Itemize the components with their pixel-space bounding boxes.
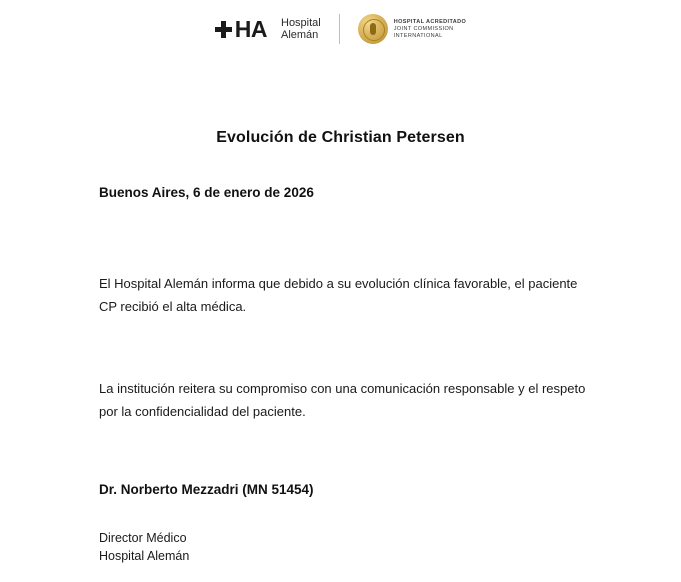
cross-icon (215, 21, 232, 38)
body-paragraph-1: El Hospital Alemán informa que debido a su evolución clínica favorable, el paciente CP recibió el alta médica. (99, 276, 578, 314)
document-header (0, 14, 681, 44)
signature-role-line2: Hospital Alemán (99, 549, 190, 563)
accreditation-text (394, 19, 466, 40)
accreditation-seal-icon (358, 14, 388, 44)
logo-mark (215, 15, 267, 42)
hospital-logo (215, 14, 466, 44)
accreditation-line1: HOSPITAL ACREDITADO (393, 18, 467, 25)
page-title: Evolución de Christian Petersen (216, 129, 465, 146)
signature-role-line1: Director Médico (99, 531, 187, 545)
body-paragraph-2: La institución reitera su compromiso con una comunicación responsable y el respeto por la confidencialidad del paciente. (99, 381, 586, 419)
logo-divider (339, 14, 340, 44)
accreditation-block (358, 14, 466, 44)
signature-role (99, 529, 189, 565)
logo-wordmark (277, 17, 321, 41)
accreditation-line3: INTERNATIONAL (393, 32, 443, 39)
logo-name-line2: Alemán (281, 29, 319, 41)
accreditation-line2: JOINT COMMISSION (393, 25, 454, 32)
logo-initials: HA (234, 15, 267, 42)
place-and-date: Buenos Aires, 6 de enero de 2026 (99, 185, 314, 200)
logo-name-line1: Hospital (281, 17, 321, 29)
signature-name: Dr. Norberto Mezzadri (MN 51454) (99, 482, 314, 497)
